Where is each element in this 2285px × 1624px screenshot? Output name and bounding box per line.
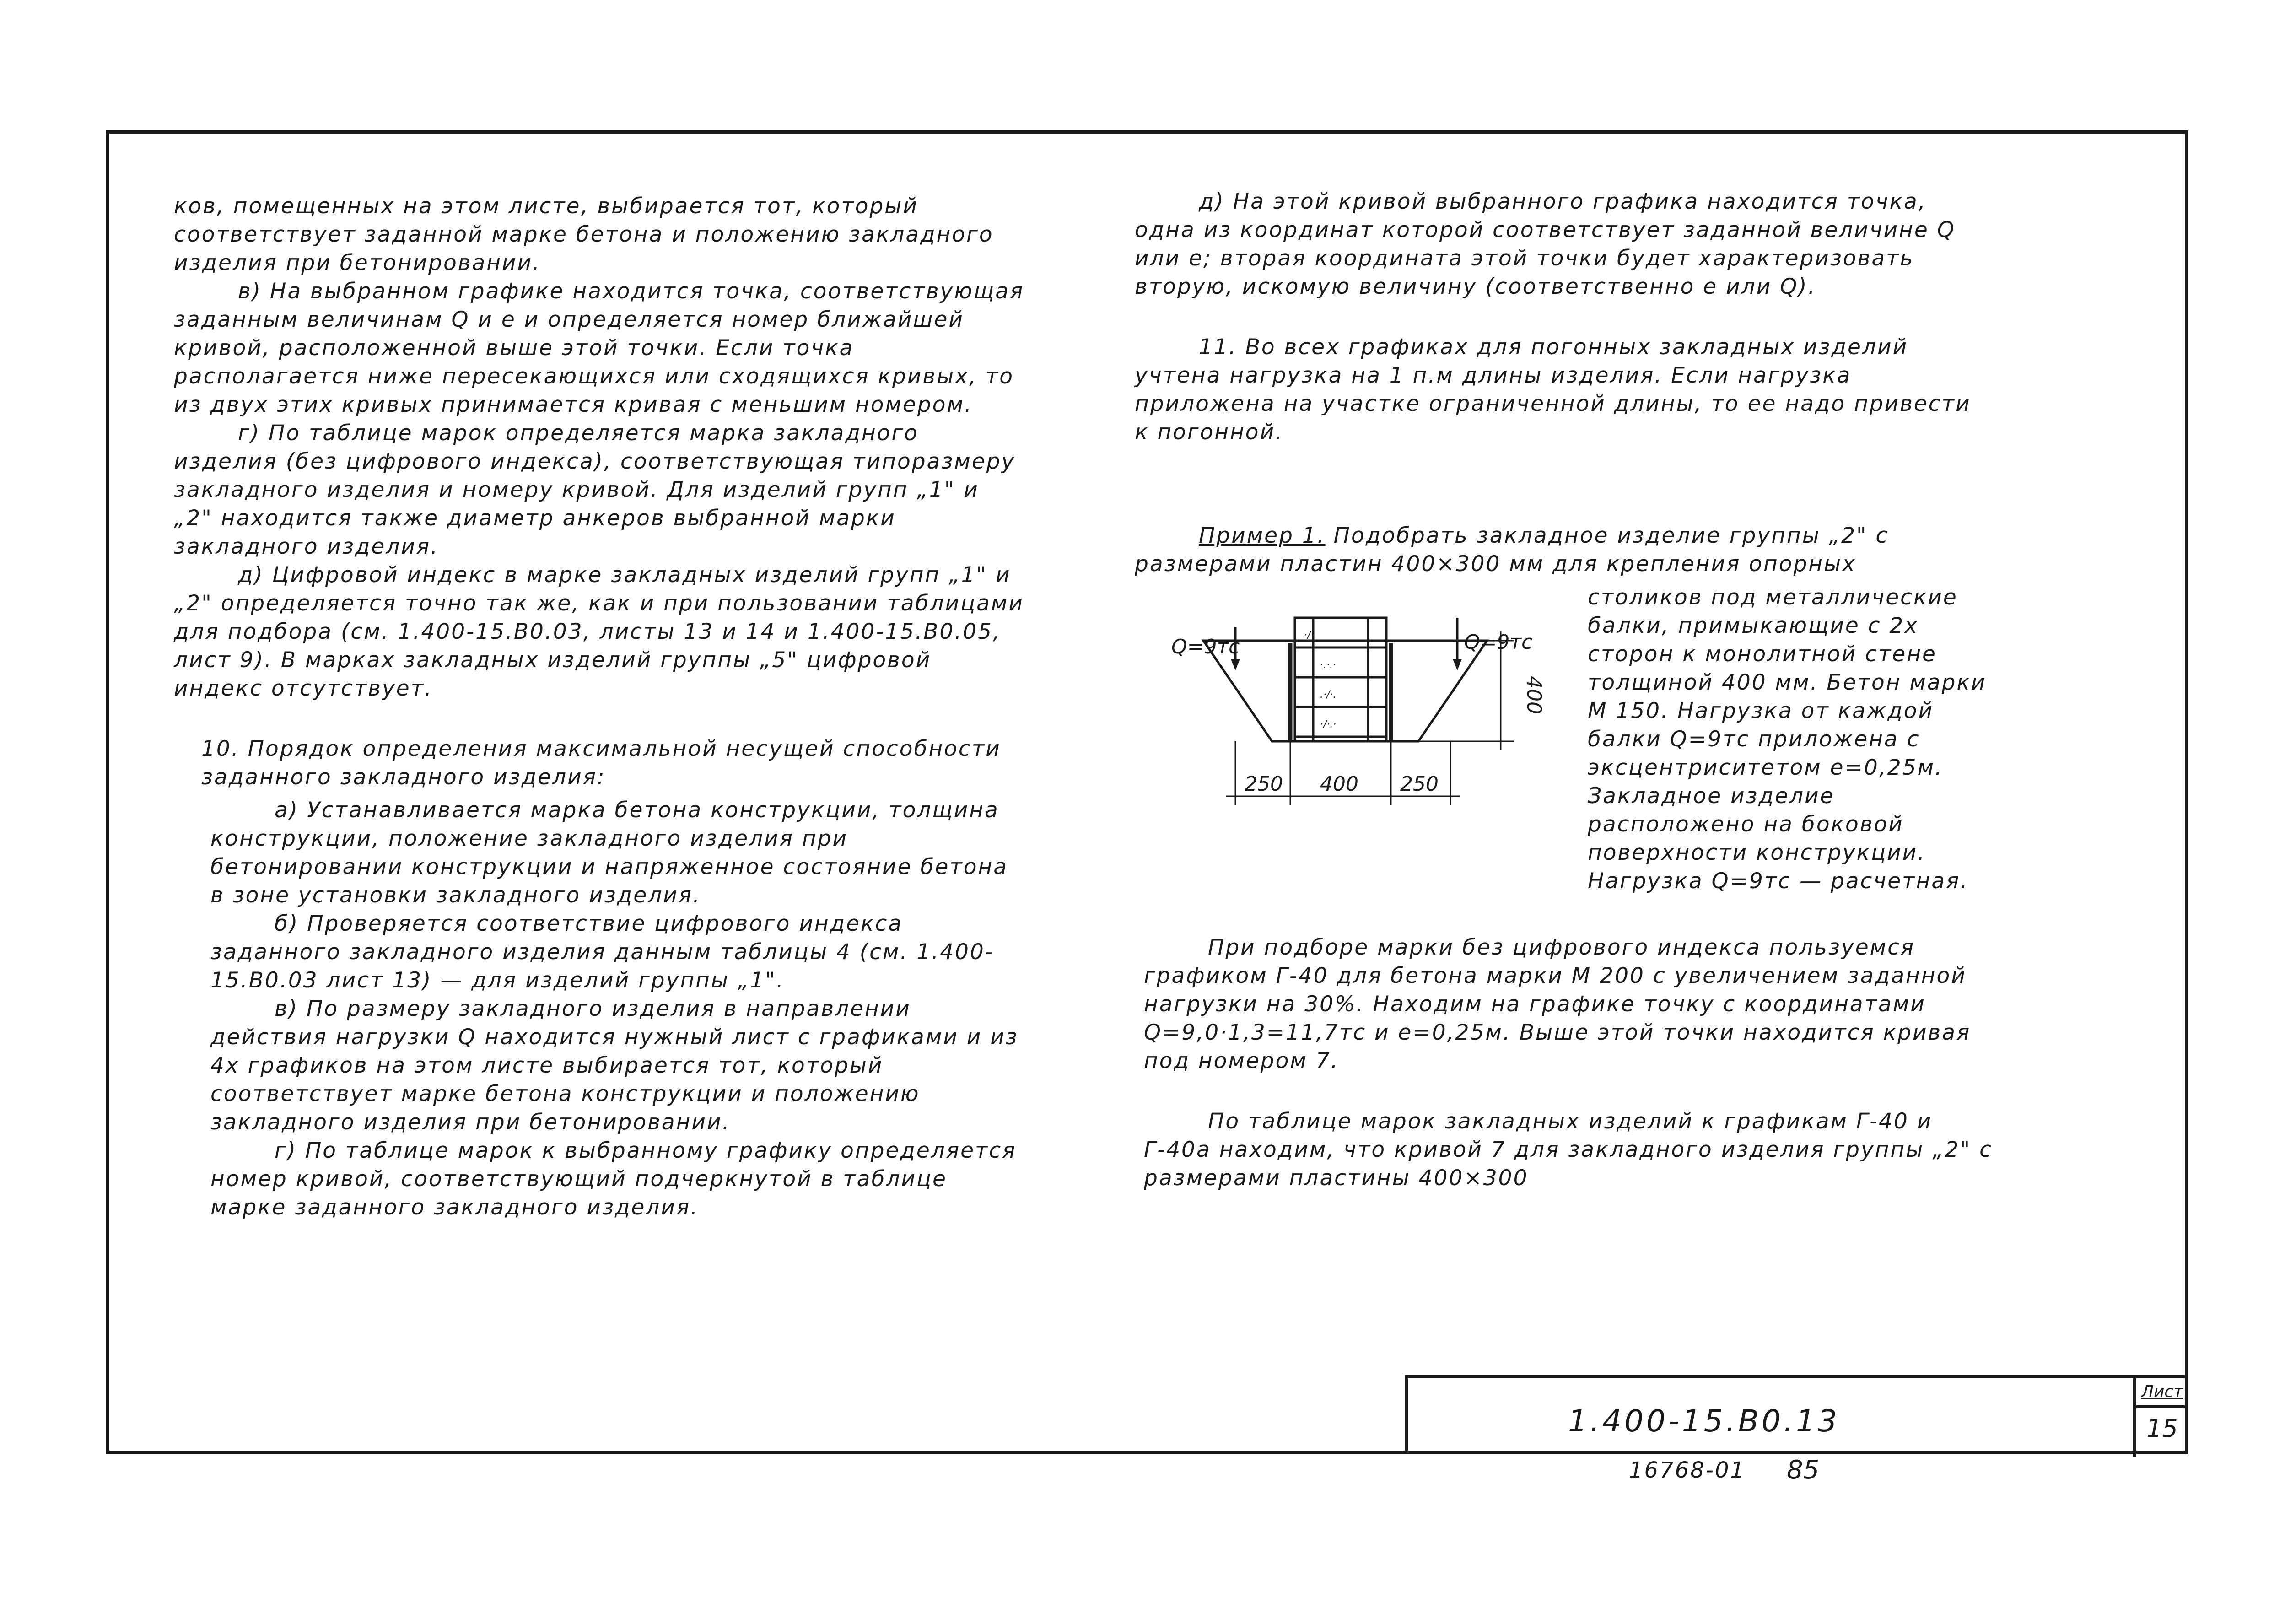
dimension-middle: 400: [1320, 772, 1358, 796]
paragraph: ков, помещенных на этом листе, выбирается тот, который соответствует заданной марке бетона и положению закладного изделия при бетонировании.: [174, 194, 994, 275]
svg-text:·.·.·: ·.·.·: [1320, 659, 1336, 671]
sheet-label: Лист: [2136, 1378, 2188, 1408]
left-column-top: [174, 192, 1025, 792]
svg-text:·/·.·: ·/·.·: [1320, 719, 1337, 730]
paragraph: г) По таблице марок к выбранному графику определяется номер кривой, соответствующий подчеркнутой в таблице марке заданного закладного изделия.: [210, 1138, 1017, 1220]
paragraph: По таблице марок закладных изделий к графикам Г-40 и Г-40а находим, что кривой 7 для закладного изделия группы „2" с размерами пластины 400×300: [1144, 1109, 1993, 1191]
paragraph: 11. Во всех графиках для погонных закладных изделий учтена нагрузка на 1 п.м длины изделия. Если нагрузка приложена на участке ограниченной длины, то ее надо привести к погонной.: [1135, 335, 1971, 445]
example-text: Подобрать закладное изделие группы „2" с размерами пластин 400×300 мм для крепления опорных: [1135, 523, 1889, 577]
paragraph: в) По размеру закладного изделия в направлении действия нагрузки Q находится нужный лист с графиками и из 4х графиков на этом листе выбирается тот, который соответствует марке бетона конструкции и положению закладного изделия при бетонировании.: [210, 996, 1019, 1135]
dimension-height: 400: [1522, 676, 1546, 714]
right-column-top: [1135, 188, 1986, 447]
embedded-part-diagram: [1158, 604, 1569, 860]
example-heading: [1135, 522, 1986, 578]
sheet-cell: [2133, 1378, 2188, 1457]
paragraph: столиков под металлические балки, примыкающие с 2х сторон к монолитной стене толщиной 400 мм. Бетон марки М 150. Нагрузка от каждой балки Q=9тс приложена с эксцентриситетом e=0,25м. Закладное изделие расположено на боковой поверхности конструкции. Нагрузка Q=9тс — расчетная.: [1588, 585, 1987, 894]
archive-page: 85: [1787, 1455, 1820, 1485]
dimension-left: 250: [1245, 772, 1283, 796]
paragraph: б) Проверяется соответствие цифрового индекса заданного закладного изделия данным таблицы 4 (см. 1.400-15.В0.03 лист 13) — для изделий группы „1".: [210, 911, 994, 993]
paragraph: в) На выбранном графике находится точка, соответствующая заданным величинам Q и e и определяется номер ближайшей кривой, расположенной выше этой точки. Если точка располагается ниже пересекающихся или сходящихся кривых, то из двух этих кривых принимается кривая с меньшим номером.: [174, 279, 1024, 417]
svg-text:·/·: ·/·: [1304, 630, 1314, 641]
svg-text:.·/·.: .·/·.: [1320, 689, 1337, 701]
paragraph: При подборе марки без цифрового индекса пользуемся графиком Г-40 для бетона марки М 200 с увеличением заданной нагрузки на 30%. Находим на графике точку с координатами Q=9,0·1,3=11,7тс и e=0,25м. Выше этой точки находится кривая под номером 7.: [1144, 935, 1971, 1074]
paragraph: д) Цифровой индекс в марке закладных изделий групп „1" и „2" определяется точно так же, как и при пользовании таблицами для подбора (см. 1.400-15.В0.03, листы 13 и 14 и 1.400-15.В0.05, лист 9). В марках закладных изделий группы „5" цифровой индекс отсутствует.: [174, 562, 1024, 701]
title-block: [1405, 1375, 2188, 1454]
left-column-bottom: [210, 796, 1025, 1222]
paragraph: а) Устанавливается марка бетона конструкции, толщина конструкции, положение закладного изделия при бетонировании конструкции и напряженное состояние бетона в зоне установки закладного изделия.: [210, 798, 1008, 908]
archive-code: 16768-01: [1629, 1457, 1746, 1483]
dimension-right: 250: [1400, 772, 1439, 796]
load-label-left: Q=9тс: [1171, 635, 1240, 658]
section-heading: 10. Порядок определения максимальной несущей способности заданного закладного изделия:: [201, 736, 1001, 790]
load-label-right: Q=9тс: [1464, 631, 1533, 654]
paragraph: г) По таблице марок определяется марка закладного изделия (без цифрового индекса), соответствующая типоразмеру закладного изделия и номеру кривой. Для изделий групп „1" и „2" находится также диаметр анкеров выбранной марки закладного изделия.: [174, 421, 1016, 559]
example-side-text: [1588, 583, 1999, 896]
example-label: Пример 1.: [1199, 523, 1326, 548]
paragraph: д) На этой кривой выбранного графика находится точка, одна из координат которой соответствует заданной величине Q или e; вторая координата этой точки будет характеризовать вторую, искомую величину (соответственно e или Q).: [1135, 189, 1956, 299]
document-designation: 1.400-15.В0.13: [1568, 1403, 1840, 1439]
sheet-number: 15: [2146, 1414, 2178, 1443]
right-column-bottom: [1144, 933, 1995, 1192]
